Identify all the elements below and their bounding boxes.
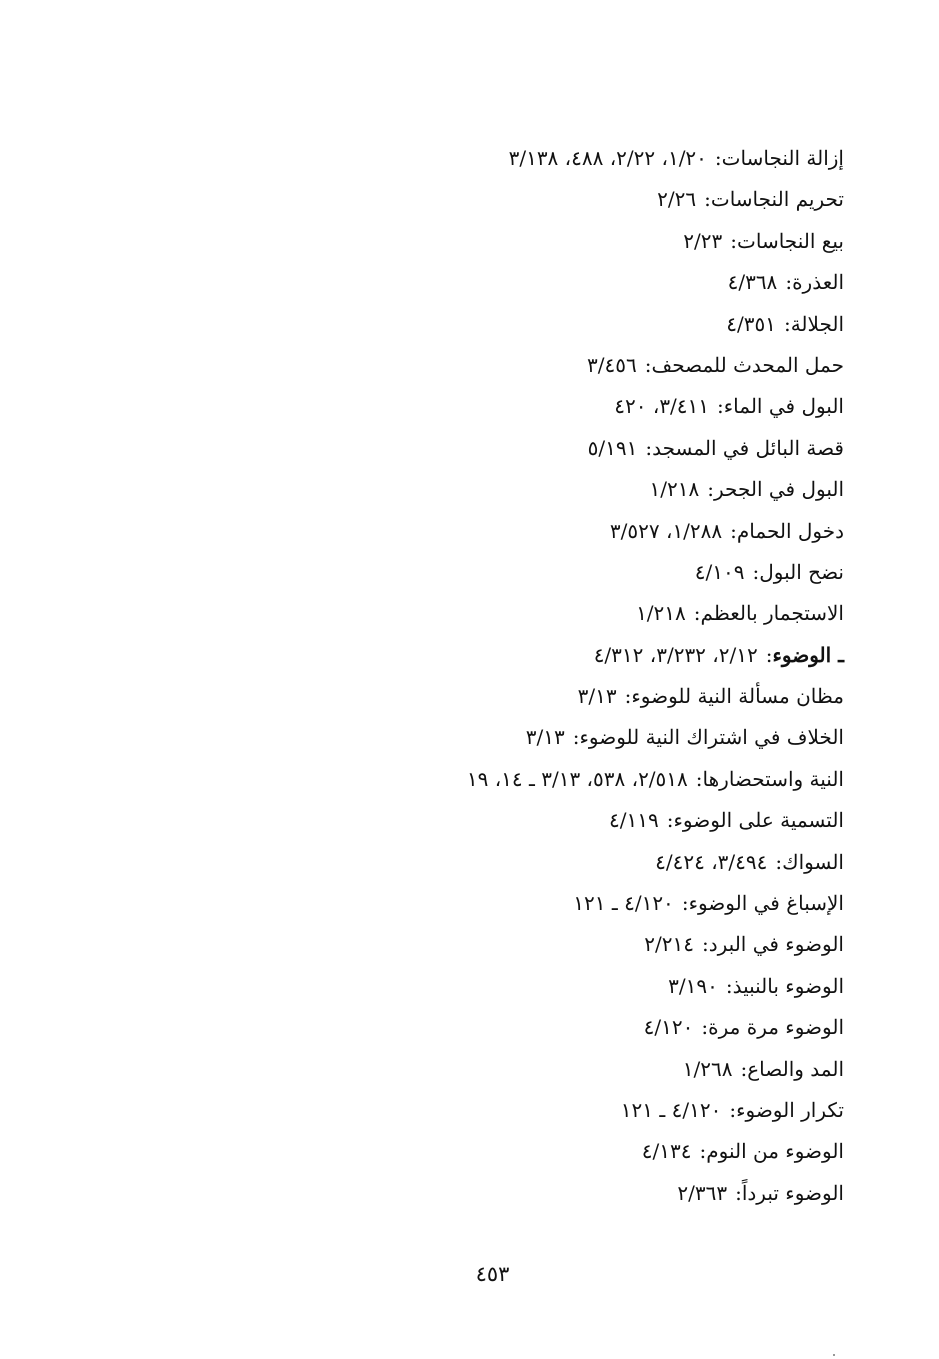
index-term: حمل المحدث للمصحف (651, 352, 844, 377)
index-term: الوضوء مرة مرة (708, 1015, 844, 1040)
index-entries-list (44, 138, 844, 1214)
term-separator: : (730, 228, 738, 253)
index-term: الوضوء من النوم (706, 1139, 844, 1164)
index-term: البول في الجحر (714, 477, 844, 502)
term-separator: : (765, 642, 773, 667)
index-term: السواك (782, 849, 844, 874)
index-term: قصة البائل في المسجد (652, 435, 844, 460)
index-references: ١/٢٦٨ (682, 1056, 733, 1081)
index-references: ٤/١٣٤ (641, 1139, 692, 1164)
index-entry (44, 1090, 844, 1131)
index-entry (44, 469, 844, 510)
index-references: ٤/١٢٠ ـ ١٢١ (573, 891, 674, 916)
index-references: ٢/٣٦٣ (677, 1180, 728, 1205)
index-references: ٣/١٣ (577, 684, 617, 709)
term-separator: : (701, 932, 709, 957)
term-separator: : (644, 352, 652, 377)
index-references: ٤/١٠٩ (694, 559, 745, 584)
index-entry (44, 966, 844, 1007)
index-entry (44, 345, 844, 386)
index-entry (44, 262, 844, 303)
term-separator: : (714, 146, 722, 170)
index-entry (44, 800, 844, 841)
index-term: الخلاف في اشتراك النية للوضوء (579, 725, 844, 750)
index-entry (44, 883, 844, 924)
index-term: الوضوء بالنبيذ (732, 973, 844, 998)
index-entry (44, 842, 844, 883)
index-references: ٣/٤١١، ٤٢٠ (614, 394, 710, 419)
index-references: ٣/١٣ (525, 725, 565, 750)
index-references: ١/٢٠، ٢/٢٢، ٤٨٨، ٣/١٣٨ (508, 146, 707, 170)
index-term: إزالة النجاسات (721, 146, 844, 170)
term-separator: : (681, 891, 689, 916)
index-entry (44, 221, 844, 262)
index-entry (44, 138, 844, 179)
index-references: ٤/٣٦٨ (727, 270, 778, 295)
index-term: الاستجمار بالعظم (700, 601, 844, 626)
index-term: تكرار الوضوء (736, 1097, 844, 1122)
index-term: دخول الحمام (736, 518, 844, 543)
index-entry (44, 676, 844, 717)
index-references: ٢/١٢، ٣/٢٣٢، ٤/٣١٢ (593, 642, 758, 667)
index-references: ١/٢٨٨، ٣/٥٢٧ (609, 518, 723, 543)
index-references: ٢/٢٣ (683, 228, 723, 253)
index-entry (44, 304, 844, 345)
term-separator: : (783, 311, 791, 336)
index-references: ١/٢١٨ (636, 601, 686, 626)
index-entry (44, 717, 844, 758)
index-references: ٤/١٢٠ (643, 1015, 694, 1040)
index-entry (44, 593, 844, 634)
index-term: الوضوء في البرد (708, 932, 844, 957)
index-term: الوضوء تبرداً (741, 1180, 844, 1205)
index-references: ١/٢١٨ (649, 477, 700, 502)
index-entry (44, 1131, 844, 1172)
index-term: بيع النجاسات (737, 228, 844, 253)
index-entry (44, 1007, 844, 1048)
index-term: مظان مسألة النية للوضوء (631, 684, 844, 709)
term-separator: : (572, 725, 580, 750)
index-entry (44, 759, 844, 800)
index-references: ٢/٢١٤ (644, 932, 694, 957)
index-entry (44, 924, 844, 965)
index-entry (44, 1049, 844, 1090)
term-separator: : (725, 973, 733, 998)
index-entry (44, 386, 844, 427)
index-entry (44, 635, 844, 676)
term-separator: : (624, 684, 632, 709)
index-references: ٢/٥١٨، ٥٣٨، ٣/١٣ ـ ١٤، ١٩ (466, 766, 688, 791)
index-references: ٣/٤٩٤، ٤/٤٢٤ (655, 849, 768, 874)
index-term: نضح البول (759, 559, 844, 584)
index-term: ـ الوضوء (772, 642, 844, 667)
term-separator: : (735, 1180, 742, 1205)
index-references: ٥/١٩١ (587, 435, 638, 460)
index-entry (44, 511, 844, 552)
term-separator: : (740, 1056, 748, 1081)
term-separator: : (701, 1015, 709, 1040)
index-references: ٢/٢٦ (657, 187, 697, 212)
scan-mark (833, 1354, 835, 1356)
term-separator: : (730, 518, 737, 543)
index-term: العذرة (792, 270, 844, 295)
index-term: المد والصاع (747, 1056, 844, 1081)
term-separator: : (699, 1139, 707, 1164)
term-separator: : (645, 435, 653, 460)
index-term: تحريم النجاسات (710, 187, 844, 212)
index-entry (44, 552, 844, 593)
index-references: ٤/١٢٠ ـ ١٢١ (620, 1097, 722, 1122)
index-entry (44, 428, 844, 469)
term-separator: : (785, 270, 793, 295)
index-term: الإسباغ في الوضوء (688, 891, 844, 916)
index-term: الجلالة (790, 311, 844, 336)
index-entry (44, 179, 844, 220)
index-term: التسمية على الوضوء (673, 808, 844, 833)
index-references: ٣/١٩٠ (668, 973, 718, 998)
index-references: ٣/٤٥٦ (587, 352, 637, 377)
term-separator: : (693, 601, 701, 626)
index-term: النية واستحضارها (702, 766, 844, 791)
term-separator: : (752, 559, 760, 584)
page-number: ٤٥٣ (475, 1262, 510, 1286)
term-separator: : (695, 766, 703, 791)
term-separator: : (775, 849, 783, 874)
index-references: ٤/٣٥١ (726, 311, 776, 336)
index-entry (44, 1173, 844, 1214)
index-references: ٤/١١٩ (609, 808, 659, 833)
term-separator: : (707, 477, 714, 502)
term-separator: : (729, 1097, 737, 1122)
index-term: البول في الماء (723, 394, 844, 419)
term-separator: : (666, 808, 674, 833)
term-separator: : (717, 394, 724, 419)
term-separator: : (704, 187, 711, 212)
